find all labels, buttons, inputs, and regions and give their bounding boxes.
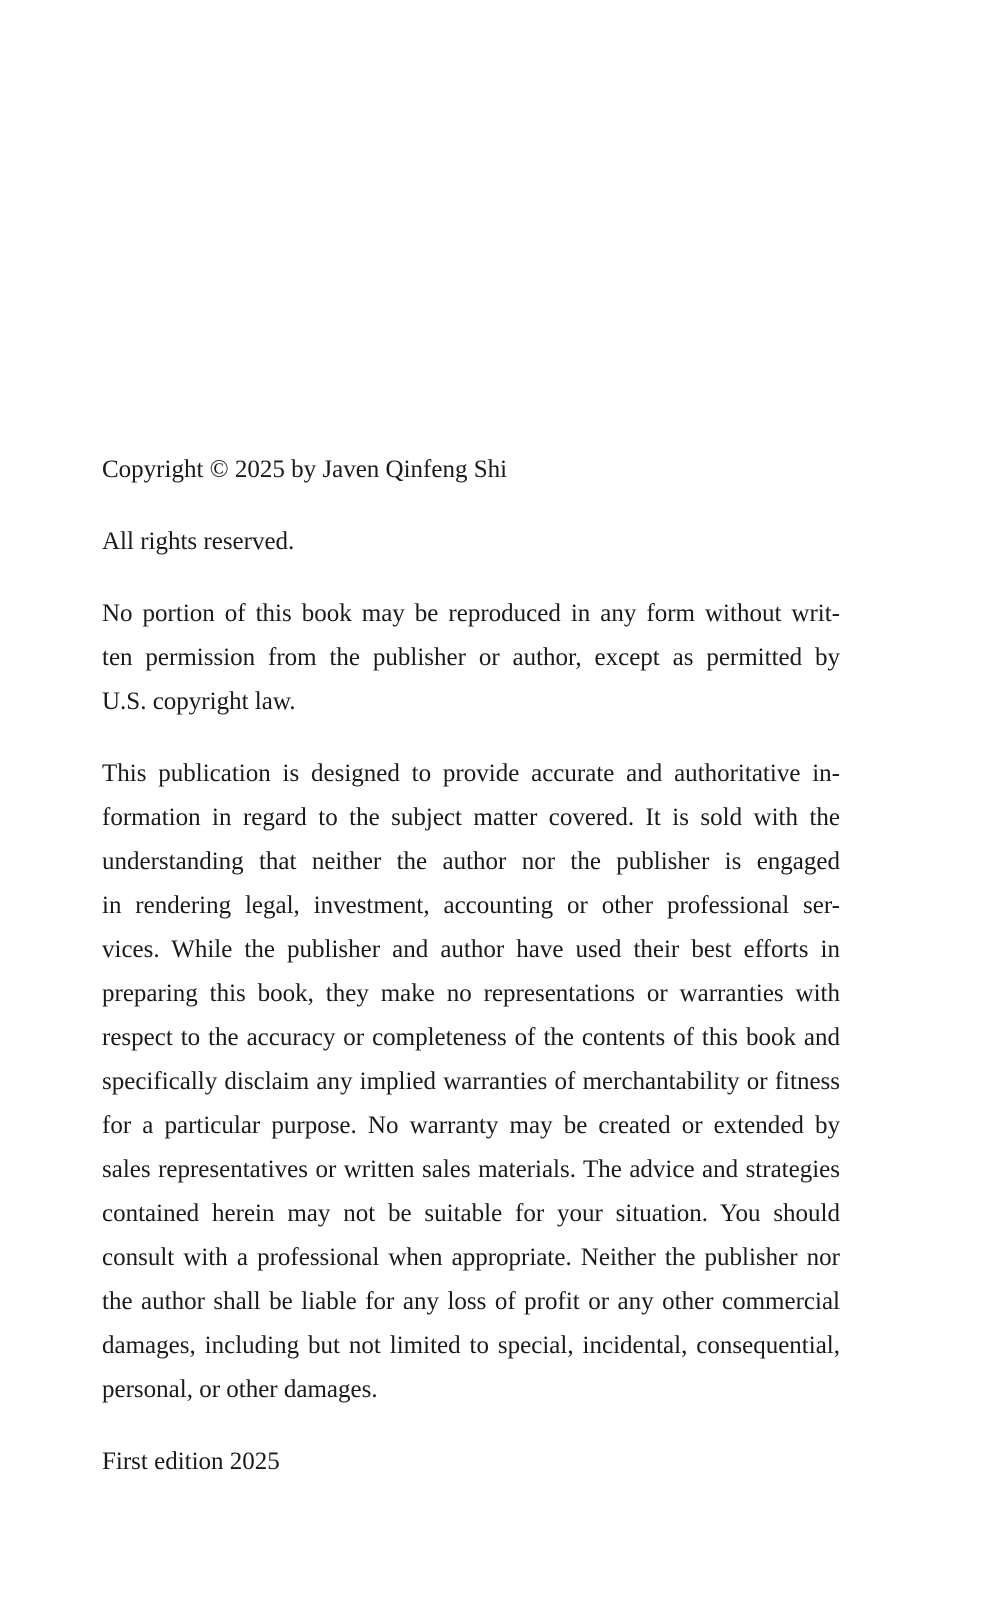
copyright-notice: Copyright © 2025 by Javen Qinfeng Shi — [102, 456, 508, 483]
disclaimer-line: sales representatives or written sales materials. The advice and strategies — [102, 1156, 840, 1183]
disclaimer-paragraph — [102, 752, 840, 1412]
disclaimer-line: damages, including but not limited to special, incidental, consequential, — [102, 1332, 840, 1359]
disclaimer-line: preparing this book, they make no representations or warranties with — [102, 980, 840, 1007]
disclaimer-line: the author shall be liable for any loss of profit or any other commercial — [102, 1288, 840, 1315]
reproduction-line: No portion of this book may be reproduced in any form without writ- — [102, 600, 840, 627]
spacer — [102, 564, 840, 592]
reproduction-line: ten permission from the publisher or author, except as permitted by — [102, 644, 840, 671]
disclaimer-line: specifically disclaim any implied warranties of merchantability or fitness — [102, 1068, 840, 1095]
spacer — [102, 724, 840, 752]
reproduction-line: U.S. copyright law. — [102, 688, 296, 715]
spacer — [102, 492, 840, 520]
disclaimer-line: for a particular purpose. No warranty may be created or extended by — [102, 1112, 840, 1139]
disclaimer-line: contained herein may not be suitable for your situation. You should — [102, 1200, 840, 1227]
disclaimer-line: in rendering legal, investment, accounting or other professional ser- — [102, 892, 840, 919]
copyright-block — [102, 448, 840, 1484]
spacer — [102, 1412, 840, 1440]
disclaimer-line: This publication is designed to provide accurate and authoritative in- — [102, 760, 840, 787]
rights-statement: All rights reserved. — [102, 528, 295, 555]
disclaimer-line: personal, or other damages. — [102, 1376, 378, 1403]
disclaimer-line: respect to the accuracy or completeness of the contents of this book and — [102, 1024, 840, 1051]
edition-statement: First edition 2025 — [102, 1448, 280, 1475]
disclaimer-line: formation in regard to the subject matter covered. It is sold with the — [102, 804, 840, 831]
disclaimer-line: consult with a professional when appropriate. Neither the publisher nor — [102, 1244, 840, 1271]
reproduction-paragraph — [102, 592, 840, 724]
disclaimer-line: understanding that neither the author nor the publisher is engaged — [102, 848, 840, 875]
disclaimer-line: vices. While the publisher and author have used their best efforts in — [102, 936, 840, 963]
